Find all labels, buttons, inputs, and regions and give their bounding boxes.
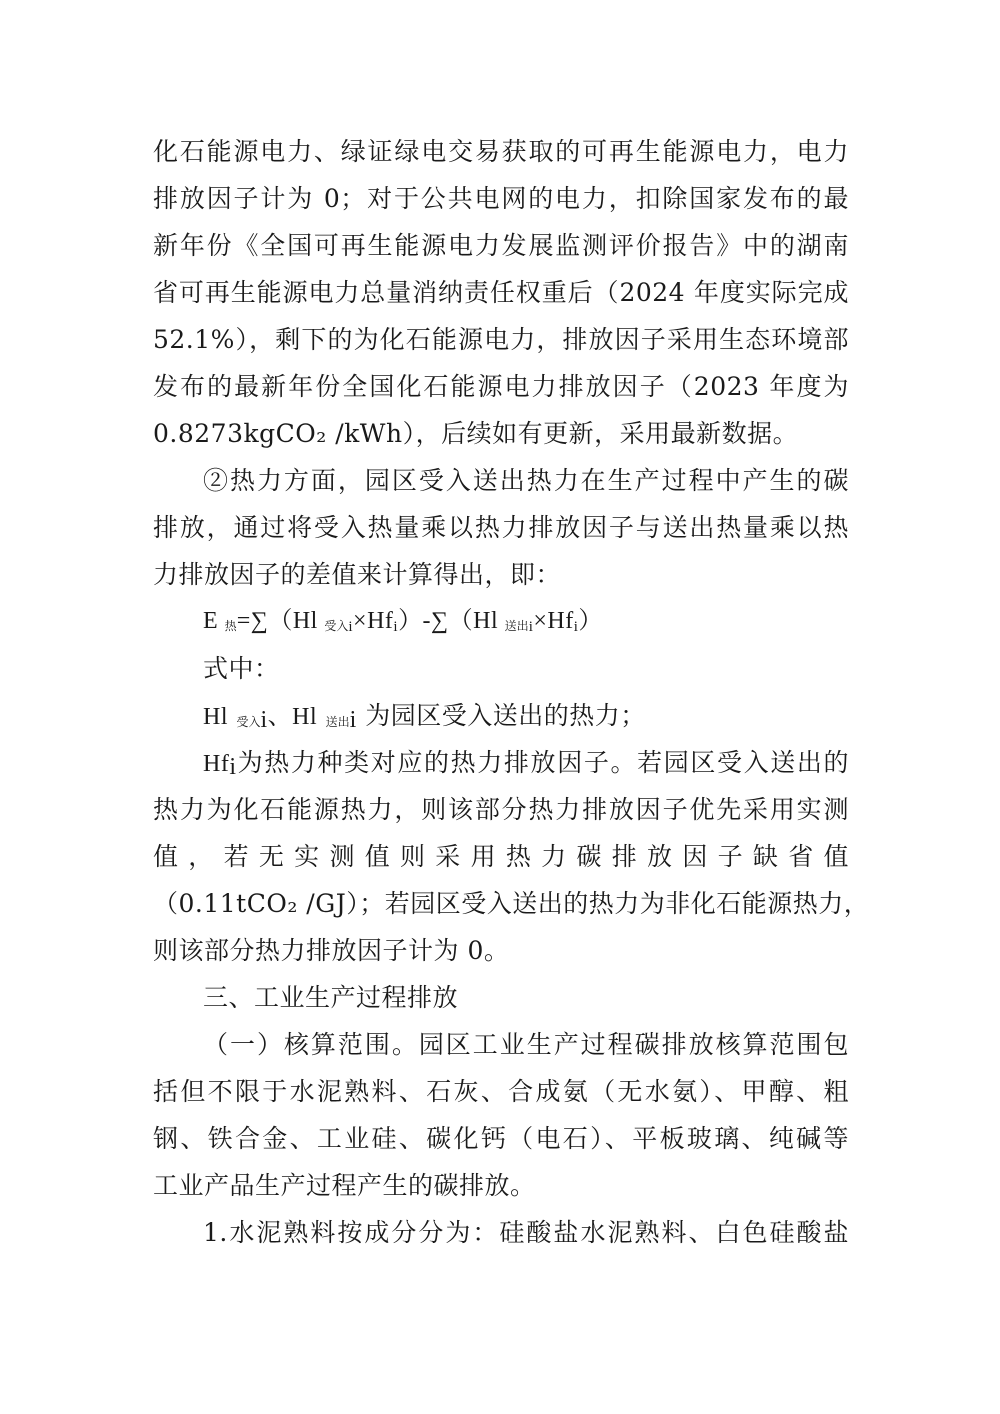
formula — [153, 598, 849, 645]
formula-close: ） — [578, 608, 603, 634]
paragraph-1-line-1: 化石能源电力、绿证绿电交易获取的可再生能源电力，电力 — [153, 137, 849, 166]
formula-mul-1: ×Hf — [353, 608, 394, 634]
definition-2-line-3: 值，若无实测值则采用热力碳排放因子缺省值 — [153, 842, 849, 871]
definition-1-text: 为园区受入送出的热力； — [365, 701, 646, 730]
definition-2-line-1 — [153, 739, 849, 786]
formula-subscript-out: 送出 — [504, 619, 529, 633]
definition-1-subscript-in: 受入 — [236, 715, 261, 729]
paragraph-3-line-1: （一）核算范围。园区工业生产过程碳排放核算范围包 — [203, 1030, 849, 1059]
formula-mul-2: ×Hf — [533, 608, 574, 634]
paragraph-3-line-2: 括但不限于水泥熟料、石灰、合成氨（无水氨）、甲醇、粗 — [153, 1077, 849, 1106]
formula-index-1: i — [348, 619, 354, 635]
definition-1 — [153, 692, 849, 739]
definition-1-index-1: i — [260, 707, 268, 733]
paragraph-1-line-4: 省可再生能源电力总量消纳责任权重后（2024 年度实际完成 — [153, 278, 849, 307]
paragraph-2-line-3: 力排放因子的差值来计算得出，即： — [153, 560, 562, 589]
definition-2-text-1: 为热力种类对应的热力排放因子。若园区受入送出的 — [236, 748, 849, 777]
formula-index-2: i — [528, 619, 534, 635]
paragraph-1-line-7: 0.8273kgCO₂ /kWh），后续如有更新，采用最新数据。 — [153, 419, 799, 448]
section-heading: 三、工业生产过程排放 — [203, 983, 459, 1012]
paragraph-2-line-1: ②热力方面，园区受入送出热力在生产过程中产生的碳 — [203, 466, 849, 495]
formula-e-subscript: 热 — [224, 619, 237, 633]
where-label: 式中： — [203, 654, 280, 683]
formula-e: E — [203, 608, 219, 634]
paragraph-2-line-2: 排放，通过将受入热量乘以热力排放因子与送出热量乘以热 — [153, 513, 849, 542]
document-page — [153, 128, 870, 1256]
formula-subscript-in: 受入 — [324, 619, 349, 633]
paragraph-1-line-2: 排放因子计为 0；对于公共电网的电力，扣除国家发布的最 — [153, 184, 849, 213]
definition-1-separator: 、Hl — [267, 704, 318, 730]
formula-hf-index-2: i — [573, 619, 579, 635]
paragraph-3-line-4: 工业产品生产过程产生的碳排放。 — [153, 1171, 536, 1200]
definition-2-line-5: 则该部分热力排放因子计为 0。 — [153, 936, 510, 965]
definition-2-line-2: 热力为化石能源热力，则该部分热力排放因子优先采用实测 — [153, 795, 849, 824]
definition-2-index: i — [229, 754, 237, 780]
paragraph-1-line-6: 发布的最新年份全国化石能源电力排放因子（2023 年度为 — [153, 372, 849, 401]
definition-1-index-2: i — [349, 707, 357, 733]
paragraph-1-line-5: 52.1%），剩下的为化石能源电力，排放因子采用生态环境部 — [153, 325, 849, 354]
definition-1-hl: Hl — [203, 704, 228, 730]
formula-part-2: ）-∑（Hl — [398, 608, 499, 634]
paragraph-3-line-3: 钢、铁合金、工业硅、碳化钙（电石）、平板玻璃、纯碱等 — [153, 1124, 849, 1153]
definition-1-subscript-out: 送出 — [325, 715, 350, 729]
paragraph-4-line-1: 1.水泥熟料按成分分为：硅酸盐水泥熟料、白色硅酸盐 — [203, 1218, 849, 1247]
paragraph-1-line-3: 新年份《全国可再生能源电力发展监测评价报告》中的湖南 — [153, 231, 849, 260]
formula-part-1: =∑（Hl — [236, 608, 318, 634]
definition-2-line-4: （0.11tCO₂ /GJ）；若园区受入送出的热力为非化石能源热力， — [153, 889, 870, 918]
formula-hf-index-1: i — [393, 619, 399, 635]
definition-2-hf: Hf — [203, 751, 230, 777]
